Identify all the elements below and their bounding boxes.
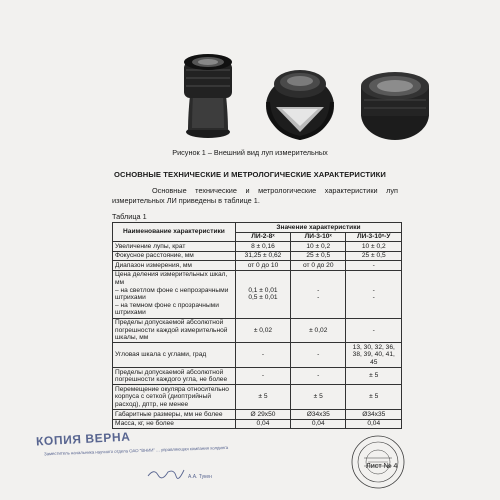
row-value-model-1: ± 5	[235, 385, 290, 410]
row-value-model-1: 0,1 ± 0,01 0,5 ± 0,01	[235, 270, 290, 318]
row-value-model-2: - -	[291, 270, 346, 318]
table-row	[113, 318, 402, 343]
row-value-model-3: -	[346, 261, 402, 271]
row-characteristic: Диапазон измерения, мм	[113, 261, 236, 271]
row-value-model-1: от 0 до 10	[235, 261, 290, 271]
header-model-3: ЛИ-3-10ˣ-У	[346, 232, 402, 242]
row-characteristic: Цена деления измерительных шкал, мм – на светлом фоне с непрозрачными штрихами – на темном фоне с прозрачными штрихами	[113, 270, 236, 318]
section-title: ОСНОВНЫЕ ТЕХНИЧЕСКИЕ И МЕТРОЛОГИЧЕСКИЕ ХАРАКТЕРИСТИКИ	[114, 170, 386, 179]
table-row	[113, 410, 402, 420]
page-number: Лист № 4	[366, 461, 398, 470]
row-characteristic: Перемещение окуляра относительно корпуса с сеткой (диоптрийный расход), дптр, не менее	[113, 385, 236, 410]
row-value-model-2: от 0 до 20	[291, 261, 346, 271]
row-value-model-2: Ø34x35	[291, 410, 346, 420]
row-value-model-3: 0,04	[346, 419, 402, 429]
row-value-model-2: 0,04	[291, 419, 346, 429]
row-value-model-2: 25 ± 0,5	[291, 251, 346, 261]
row-characteristic: Увеличение лупы, крат	[113, 242, 236, 252]
header-model-1: ЛИ-2-8ˣ	[235, 232, 290, 242]
row-characteristic: Пределы допускаемой абсолютной погрешности каждого угла, не более	[113, 368, 236, 385]
row-value-model-3: -	[346, 318, 402, 343]
row-value-model-1: ± 0,02	[235, 318, 290, 343]
table-row	[113, 368, 402, 385]
row-value-model-1: -	[235, 343, 290, 368]
table-row	[113, 343, 402, 368]
row-characteristic: Угловая шкала с углами, град	[113, 343, 236, 368]
row-value-model-1: 0,04	[235, 419, 290, 429]
row-value-model-3: ± 5	[346, 385, 402, 410]
row-value-model-1: 8 ± 0,16	[235, 242, 290, 252]
row-value-model-3: Ø34x35	[346, 410, 402, 420]
row-value-model-2: -	[291, 343, 346, 368]
row-value-model-2: ± 5	[291, 385, 346, 410]
table-row	[113, 242, 402, 252]
row-value-model-1: -	[235, 368, 290, 385]
row-value-model-1: Ø 29x50	[235, 410, 290, 420]
row-value-model-2: 10 ± 0,2	[291, 242, 346, 252]
figure-loupes	[168, 40, 418, 140]
intro-paragraph: Основные технические и метрологические характеристики луп измерительных ЛИ приведены в таблице 1.	[112, 186, 398, 205]
stamp-title: КОПИЯ ВЕРНА	[35, 429, 131, 449]
table-label: Таблица 1	[112, 212, 147, 221]
loupe-image-li-2-8	[168, 40, 248, 140]
row-value-model-3: 25 ± 0,5	[346, 251, 402, 261]
row-value-model-3: - -	[346, 270, 402, 318]
header-value: Значение характеристики	[235, 223, 401, 233]
row-characteristic: Масса, кг, не более	[113, 419, 236, 429]
row-value-model-3: 10 ± 0,2	[346, 242, 402, 252]
header-characteristic: Наименование характеристики	[113, 223, 236, 242]
copy-certified-stamp	[35, 429, 246, 494]
table-row	[113, 270, 402, 318]
table-row	[113, 251, 402, 261]
row-value-model-1: 31,25 ± 0,62	[235, 251, 290, 261]
row-value-model-3: ± 5	[346, 368, 402, 385]
stamp-signer: А.А. Тукен	[188, 474, 212, 480]
row-characteristic: Фокусное расстояние, мм	[113, 251, 236, 261]
row-value-model-2: -	[291, 368, 346, 385]
table-row	[113, 419, 402, 429]
loupe-image-li-3-10	[260, 62, 340, 142]
signature-scribble	[146, 466, 186, 480]
header-model-2: ЛИ-3-10ˣ	[291, 232, 346, 242]
stamp-text: Заместитель начальника научного отдела ОАО "ВНИИ" ... управляющая компания холдинга	[43, 444, 229, 457]
table-row	[113, 261, 402, 271]
loupe-image-li-3-10-u	[358, 64, 432, 144]
specifications-table	[112, 222, 402, 429]
figure-caption: Рисунок 1 – Внешний вид луп измерительных	[172, 148, 328, 157]
row-characteristic: Габаритные размеры, мм не более	[113, 410, 236, 420]
specifications-table-body	[113, 242, 402, 429]
table-row	[113, 385, 402, 410]
row-value-model-3: 13, 30, 32, 36, 38, 39, 40, 41, 45	[346, 343, 402, 368]
row-value-model-2: ± 0,02	[291, 318, 346, 343]
row-characteristic: Пределы допускаемой абсолютной погрешности каждой измерительной шкалы, мм	[113, 318, 236, 343]
